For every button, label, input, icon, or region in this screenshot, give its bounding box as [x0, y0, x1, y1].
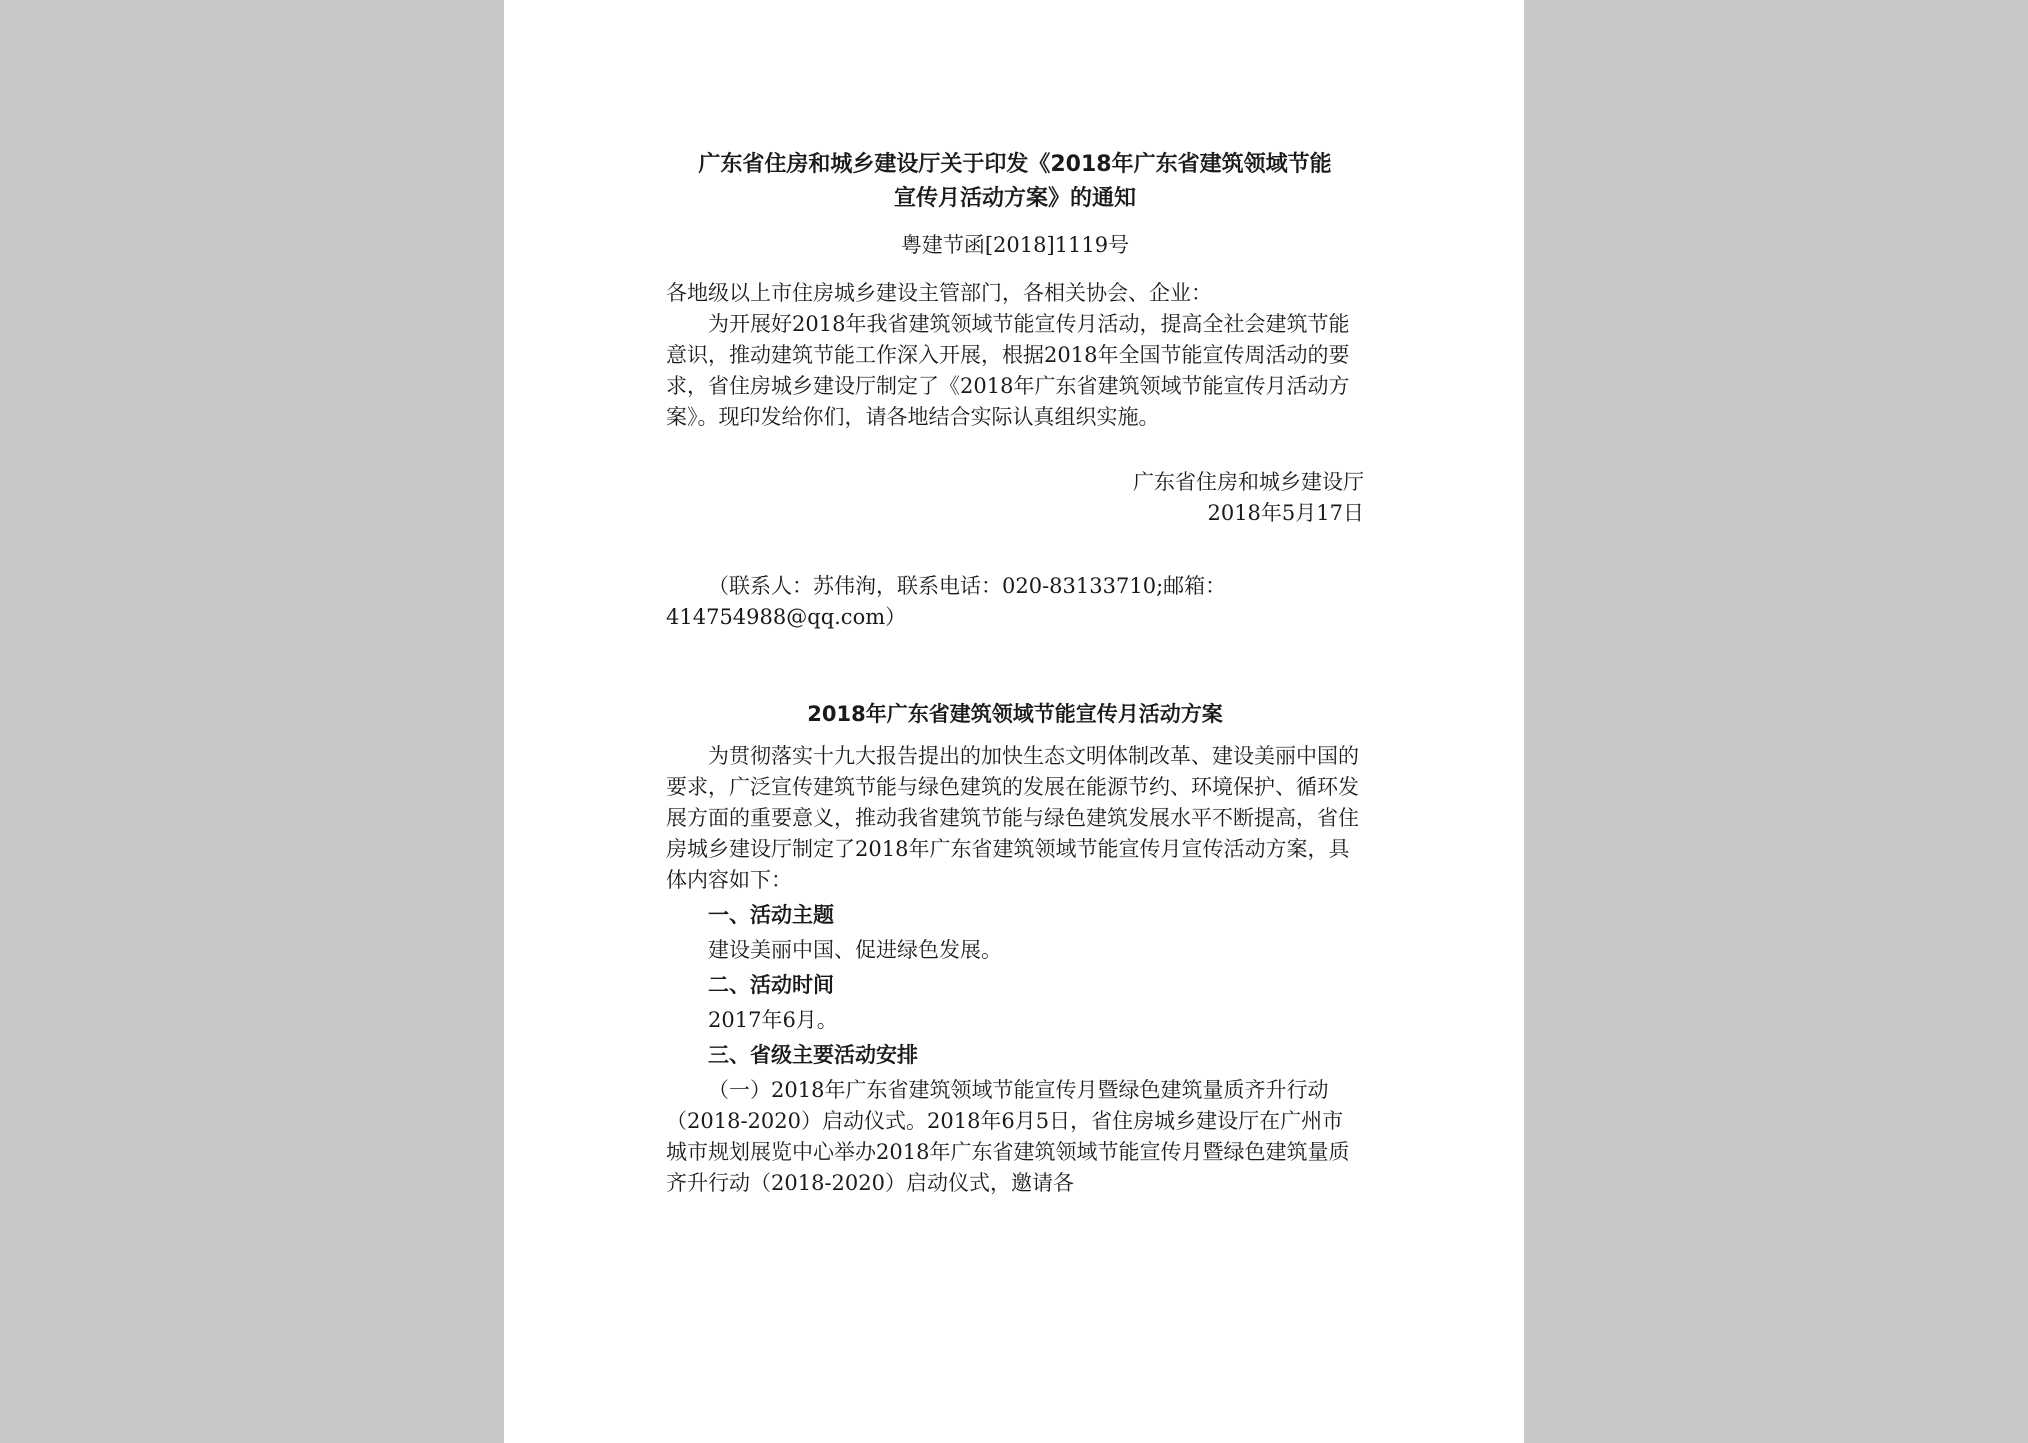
document-number: 粤建节函[2018]1119号 [900, 233, 1130, 257]
section-text-time: 2017年6月。 [708, 1008, 838, 1032]
signature-block [666, 467, 1364, 529]
section-heading-activities: 三、省级主要活动安排 [708, 1043, 918, 1067]
plan-intro: 为贯彻落实十九大报告提出的加快生态文明体制改革、建设美丽中国的要求，广泛宣传建筑节能与绿色建筑的发展在能源节约、环境保护、循环发展方面的重要意义，推动我省建筑节能与绿色建筑发展水平不断提高，省住房城乡建设厅制定了2018年广东省建筑领域节能宣传月宣传活动方案，具体内容如下： [666, 744, 1359, 892]
notice-title-line1: 广东省住房和城乡建设厅关于印发《2018年广东省建筑领域节能 [698, 152, 1332, 177]
notice-title-line2: 宣传月活动方案》的通知 [893, 186, 1136, 211]
plan-title: 2018年广东省建筑领域节能宣传月活动方案 [807, 702, 1223, 726]
section-item-launch-ceremony: （一）2018年广东省建筑领域节能宣传月暨绿色建筑量质齐升行动（2018-2020）启动仪式。2018年6月5日，省住房城乡建设厅在广州市城市规划展览中心举办2018年广东省建筑领域节能宣传月暨绿色建筑量质齐升行动（2018-2020）启动仪式，邀请各 [666, 1078, 1350, 1195]
issuer: 广东省住房和城乡建设厅 [1133, 470, 1364, 494]
addressee: 各地级以上市住房城乡建设主管部门，各相关协会、企业： [666, 281, 1212, 305]
section-heading-time: 二、活动时间 [708, 973, 834, 997]
document-page [504, 0, 1524, 1443]
section-text-theme: 建设美丽中国、促进绿色发展。 [708, 938, 1002, 962]
section-heading-theme: 一、活动主题 [708, 903, 834, 927]
notice-body: 为开展好2018年我省建筑领域节能宣传月活动，提高全社会建筑节能意识，推动建筑节能工作深入开展，根据2018年全国节能宣传周活动的要求，省住房城乡建设厅制定了《2018年广东省建筑领域节能宣传月活动方案》。现印发给你们，请各地结合实际认真组织实施。 [666, 312, 1350, 429]
issue-date: 2018年5月17日 [1207, 501, 1364, 525]
notice-title [666, 148, 1364, 216]
page-content [666, 148, 1364, 1199]
contact-info: （联系人：苏伟洵，联系电话：020-83133710;邮箱：414754988@qq.com） [666, 574, 1227, 629]
